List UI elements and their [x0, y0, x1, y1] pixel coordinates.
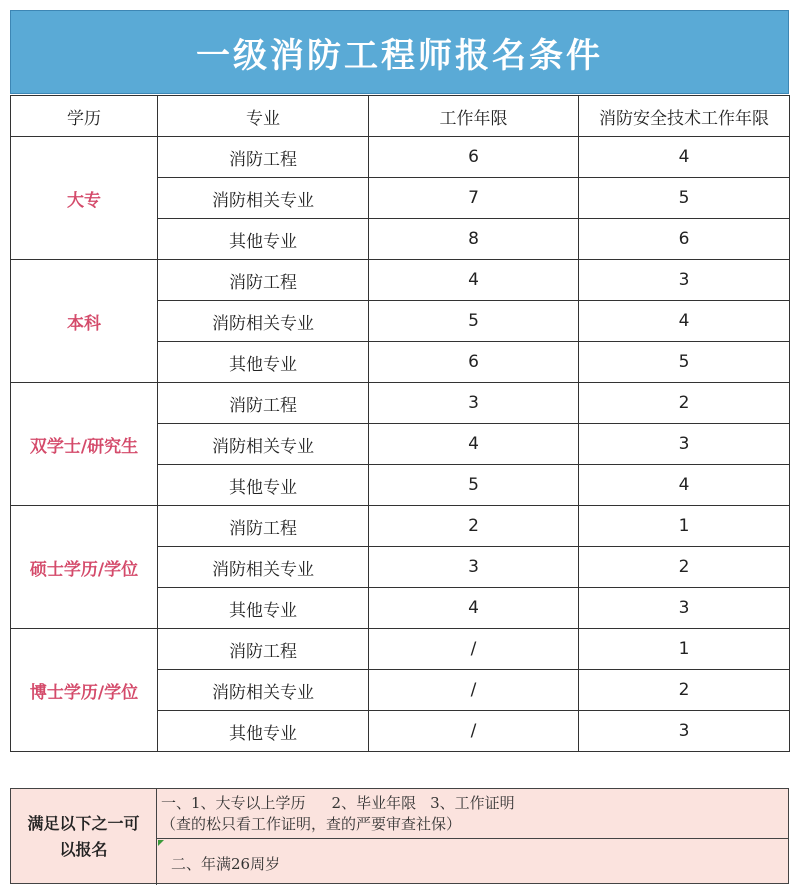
major-cell: 其他专业: [158, 711, 369, 752]
condition-age: 二、年满26周岁: [171, 855, 281, 873]
fire-years-cell: 1: [579, 629, 790, 670]
major-cell: 其他专业: [158, 219, 369, 260]
conditions-box: [10, 788, 789, 884]
major-cell: 其他专业: [158, 342, 369, 383]
fire-years-cell: 3: [579, 424, 790, 465]
fire-years-cell: 3: [579, 260, 790, 301]
major-cell: 消防工程: [158, 137, 369, 178]
work-years-cell: /: [369, 670, 579, 711]
major-cell: 消防相关专业: [158, 178, 369, 219]
major-cell: 消防相关专业: [158, 547, 369, 588]
title-banner: [10, 10, 789, 94]
major-cell: 消防工程: [158, 506, 369, 547]
fire-years-cell: 2: [579, 547, 790, 588]
condition-education: 一、1、大专以上学历: [161, 794, 306, 812]
fire-years-cell: 1: [579, 506, 790, 547]
table-row: [11, 629, 790, 670]
work-years-cell: 6: [369, 342, 579, 383]
conditions-label-line1: 满足以下之一可: [27, 814, 140, 833]
major-cell: 消防相关专业: [158, 670, 369, 711]
education-cell: 双学士/研究生: [11, 383, 158, 506]
work-years-cell: 3: [369, 547, 579, 588]
work-years-cell: 5: [369, 465, 579, 506]
work-years-cell: /: [369, 711, 579, 752]
major-cell: 消防相关专业: [158, 424, 369, 465]
work-years-cell: 4: [369, 260, 579, 301]
work-years-cell: 7: [369, 178, 579, 219]
major-cell: 消防工程: [158, 629, 369, 670]
fire-years-cell: 4: [579, 137, 790, 178]
header-fire-years: 消防安全技术工作年限: [579, 96, 790, 137]
condition-item-1: [157, 789, 788, 839]
table-row: [11, 137, 790, 178]
education-cell: 硕士学历/学位: [11, 506, 158, 629]
education-cell: 博士学历/学位: [11, 629, 158, 752]
table-row: [11, 383, 790, 424]
work-years-cell: 6: [369, 137, 579, 178]
header-major: 专业: [158, 96, 369, 137]
fire-years-cell: 5: [579, 178, 790, 219]
education-cell: 本科: [11, 260, 158, 383]
table-header-row: [11, 96, 790, 137]
fire-years-cell: 2: [579, 670, 790, 711]
education-cell: 大专: [11, 137, 158, 260]
work-years-cell: 8: [369, 219, 579, 260]
table-row: [11, 260, 790, 301]
fire-years-cell: 6: [579, 219, 790, 260]
work-years-cell: /: [369, 629, 579, 670]
condition-item-2: [157, 839, 788, 885]
fire-years-cell: 3: [579, 588, 790, 629]
table-body: [11, 137, 790, 752]
conditions-label: [11, 789, 157, 885]
requirements-table: [10, 95, 790, 752]
major-cell: 其他专业: [158, 465, 369, 506]
major-cell: 消防工程: [158, 260, 369, 301]
work-years-cell: 5: [369, 301, 579, 342]
fire-years-cell: 3: [579, 711, 790, 752]
work-years-cell: 2: [369, 506, 579, 547]
conditions-label-line2: 以报名: [59, 840, 108, 859]
fire-years-cell: 5: [579, 342, 790, 383]
major-cell: 其他专业: [158, 588, 369, 629]
fire-years-cell: 4: [579, 465, 790, 506]
header-education: 学历: [11, 96, 158, 137]
work-years-cell: 4: [369, 588, 579, 629]
fire-years-cell: 4: [579, 301, 790, 342]
table-row: [11, 506, 790, 547]
work-years-cell: 3: [369, 383, 579, 424]
header-work-years: 工作年限: [369, 96, 579, 137]
major-cell: 消防工程: [158, 383, 369, 424]
major-cell: 消防相关专业: [158, 301, 369, 342]
condition-note: （查的松只看工作证明，查的严要审查社保）: [161, 815, 462, 833]
condition-work-proof: 3、工作证明: [430, 794, 515, 812]
fire-years-cell: 2: [579, 383, 790, 424]
condition-graduation-years: 2、毕业年限: [331, 794, 417, 812]
page-title: 一级消防工程师报名条件: [196, 35, 603, 76]
work-years-cell: 4: [369, 424, 579, 465]
